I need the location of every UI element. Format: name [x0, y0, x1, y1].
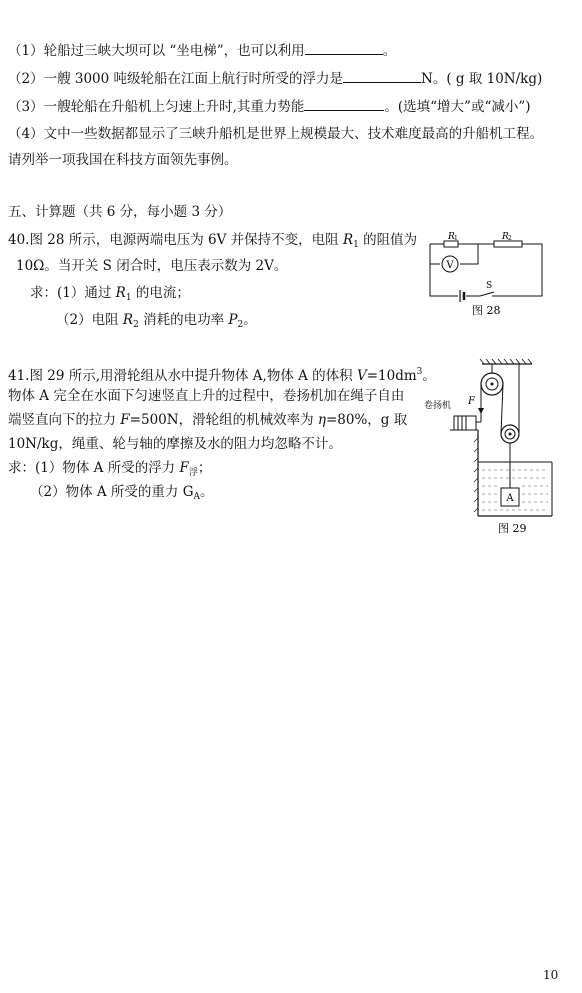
q1-answer-blank[interactable]	[305, 40, 383, 55]
q1-suffix: 。	[382, 43, 397, 59]
winch-label: 卷扬机	[424, 401, 452, 411]
q41-ask2-text: （2）物体 A 所受的重力 G	[30, 484, 194, 500]
q3-answer-blank[interactable]	[304, 96, 384, 111]
section-title: 五、计算题（共 6 分，每小题 3 分）	[8, 204, 232, 220]
q41-ask1-text: 求：(1）物体 A 所受的浮力	[8, 460, 180, 476]
q40-ask1-r1: R	[115, 285, 126, 301]
q40-r1: R	[342, 232, 354, 248]
q40-ask2-text-b: 消耗的电功率	[138, 312, 229, 328]
q41-line2: 物体 A 完全在水面下匀速竖直上升的过程中，卷扬机加在绳子自由	[8, 388, 405, 404]
q2-line	[8, 68, 542, 89]
q40-ask2	[56, 310, 257, 335]
q2-answer-blank[interactable]	[343, 68, 421, 83]
q3-suffix: 。(选填“增大”或“减小”)	[384, 99, 531, 115]
q3-text: （3）一艘轮船在升船机上匀速上升时,其重力势能	[8, 99, 305, 115]
q4-line1: （4）文中一些数据都显示了三峡升船机是世界上规模最大、技术难度最高的升船机工程。	[8, 126, 544, 142]
figure-28-circuit	[422, 232, 552, 322]
q41-f: F	[120, 412, 130, 428]
q40-text-b: 的阻值为	[358, 232, 418, 248]
q41-v: V	[356, 368, 367, 384]
q40-ask2-p2-sub: 2	[237, 320, 244, 330]
q40-ask1-end: 的电流；	[131, 285, 190, 301]
q41-line1	[8, 362, 436, 386]
q41-eta: η	[317, 412, 326, 428]
r2-label-sub: 2	[508, 235, 512, 242]
q41-ask2	[30, 482, 214, 507]
q41-ask2-sub: A	[193, 492, 200, 502]
figure-29-caption: 图 29	[498, 522, 527, 535]
q41-line3	[8, 410, 407, 430]
q1-text: （1）轮船过三峡大坝可以 “坐电梯”，也可以利用	[8, 43, 305, 59]
figure-29-pulley	[420, 358, 560, 538]
figure-28-caption: 图 28	[472, 304, 501, 317]
q40-ask1	[30, 283, 190, 308]
q4-line2: 请列举一项我国在科技方面领先事例。	[8, 152, 238, 168]
q40-ask2-r2: R	[122, 312, 134, 328]
q41-sup: 3	[416, 367, 423, 377]
page-number: 10	[543, 968, 559, 982]
q41-text-3b: =500N，滑轮组的机械效率为	[129, 412, 318, 428]
q40-line2: 10Ω。当开关 S 闭合时，电压表示数为 2V。	[16, 258, 288, 274]
q41-text-c: 。	[422, 368, 436, 384]
q1-line	[8, 40, 396, 61]
q2-suffix: N。( g 取 10N/kg)	[421, 71, 543, 87]
q41-text-a: 41.图 29 所示,用滑轮组从水中提升物体 A,物体 A 的体积	[8, 368, 357, 384]
q41-ask1-end: ；	[197, 460, 212, 476]
q40-ask2-p2: P	[228, 312, 238, 328]
q41-ask1	[8, 458, 211, 483]
r1-label: R	[448, 232, 455, 242]
r1-label-sub: 1	[454, 235, 458, 242]
q41-text-b: =10dm	[366, 368, 417, 384]
q2-text: （2）一艘 3000 吨级轮船在江面上航行时所受的浮力是	[8, 71, 344, 87]
object-a-label: A	[506, 493, 514, 504]
q40-line1	[8, 230, 417, 255]
q40-r1-sub: 1	[353, 240, 359, 250]
force-label: F	[468, 396, 475, 407]
q40-ask2-r2-sub: 2	[133, 320, 139, 330]
q41-ask1-f: F	[179, 460, 189, 476]
q3-line	[8, 96, 531, 117]
q40-ask2-text: （2）电阻	[56, 312, 123, 328]
q41-text-3c: =80%，g 取	[325, 412, 408, 428]
voltmeter-label: V	[446, 260, 454, 271]
q40-ask1-r1-sub: 1	[125, 293, 132, 303]
q41-line4: 10N/kg，绳重、轮与轴的摩擦及水的阻力均忽略不计。	[8, 436, 342, 452]
q40-ask1-text: 求：(1）通过	[30, 285, 116, 301]
r2-label: R	[502, 232, 509, 242]
q40-text-a: 40.图 28 所示，电源两端电压为 6V 并保持不变，电阻	[8, 232, 343, 248]
q41-ask2-end: 。	[200, 484, 214, 500]
q40-ask2-end: 。	[243, 312, 257, 328]
q41-text-3a: 端竖直向下的拉力	[8, 412, 121, 428]
q41-ask1-sub: 浮	[188, 468, 198, 478]
winch	[454, 416, 476, 430]
switch-label: S	[486, 281, 493, 291]
